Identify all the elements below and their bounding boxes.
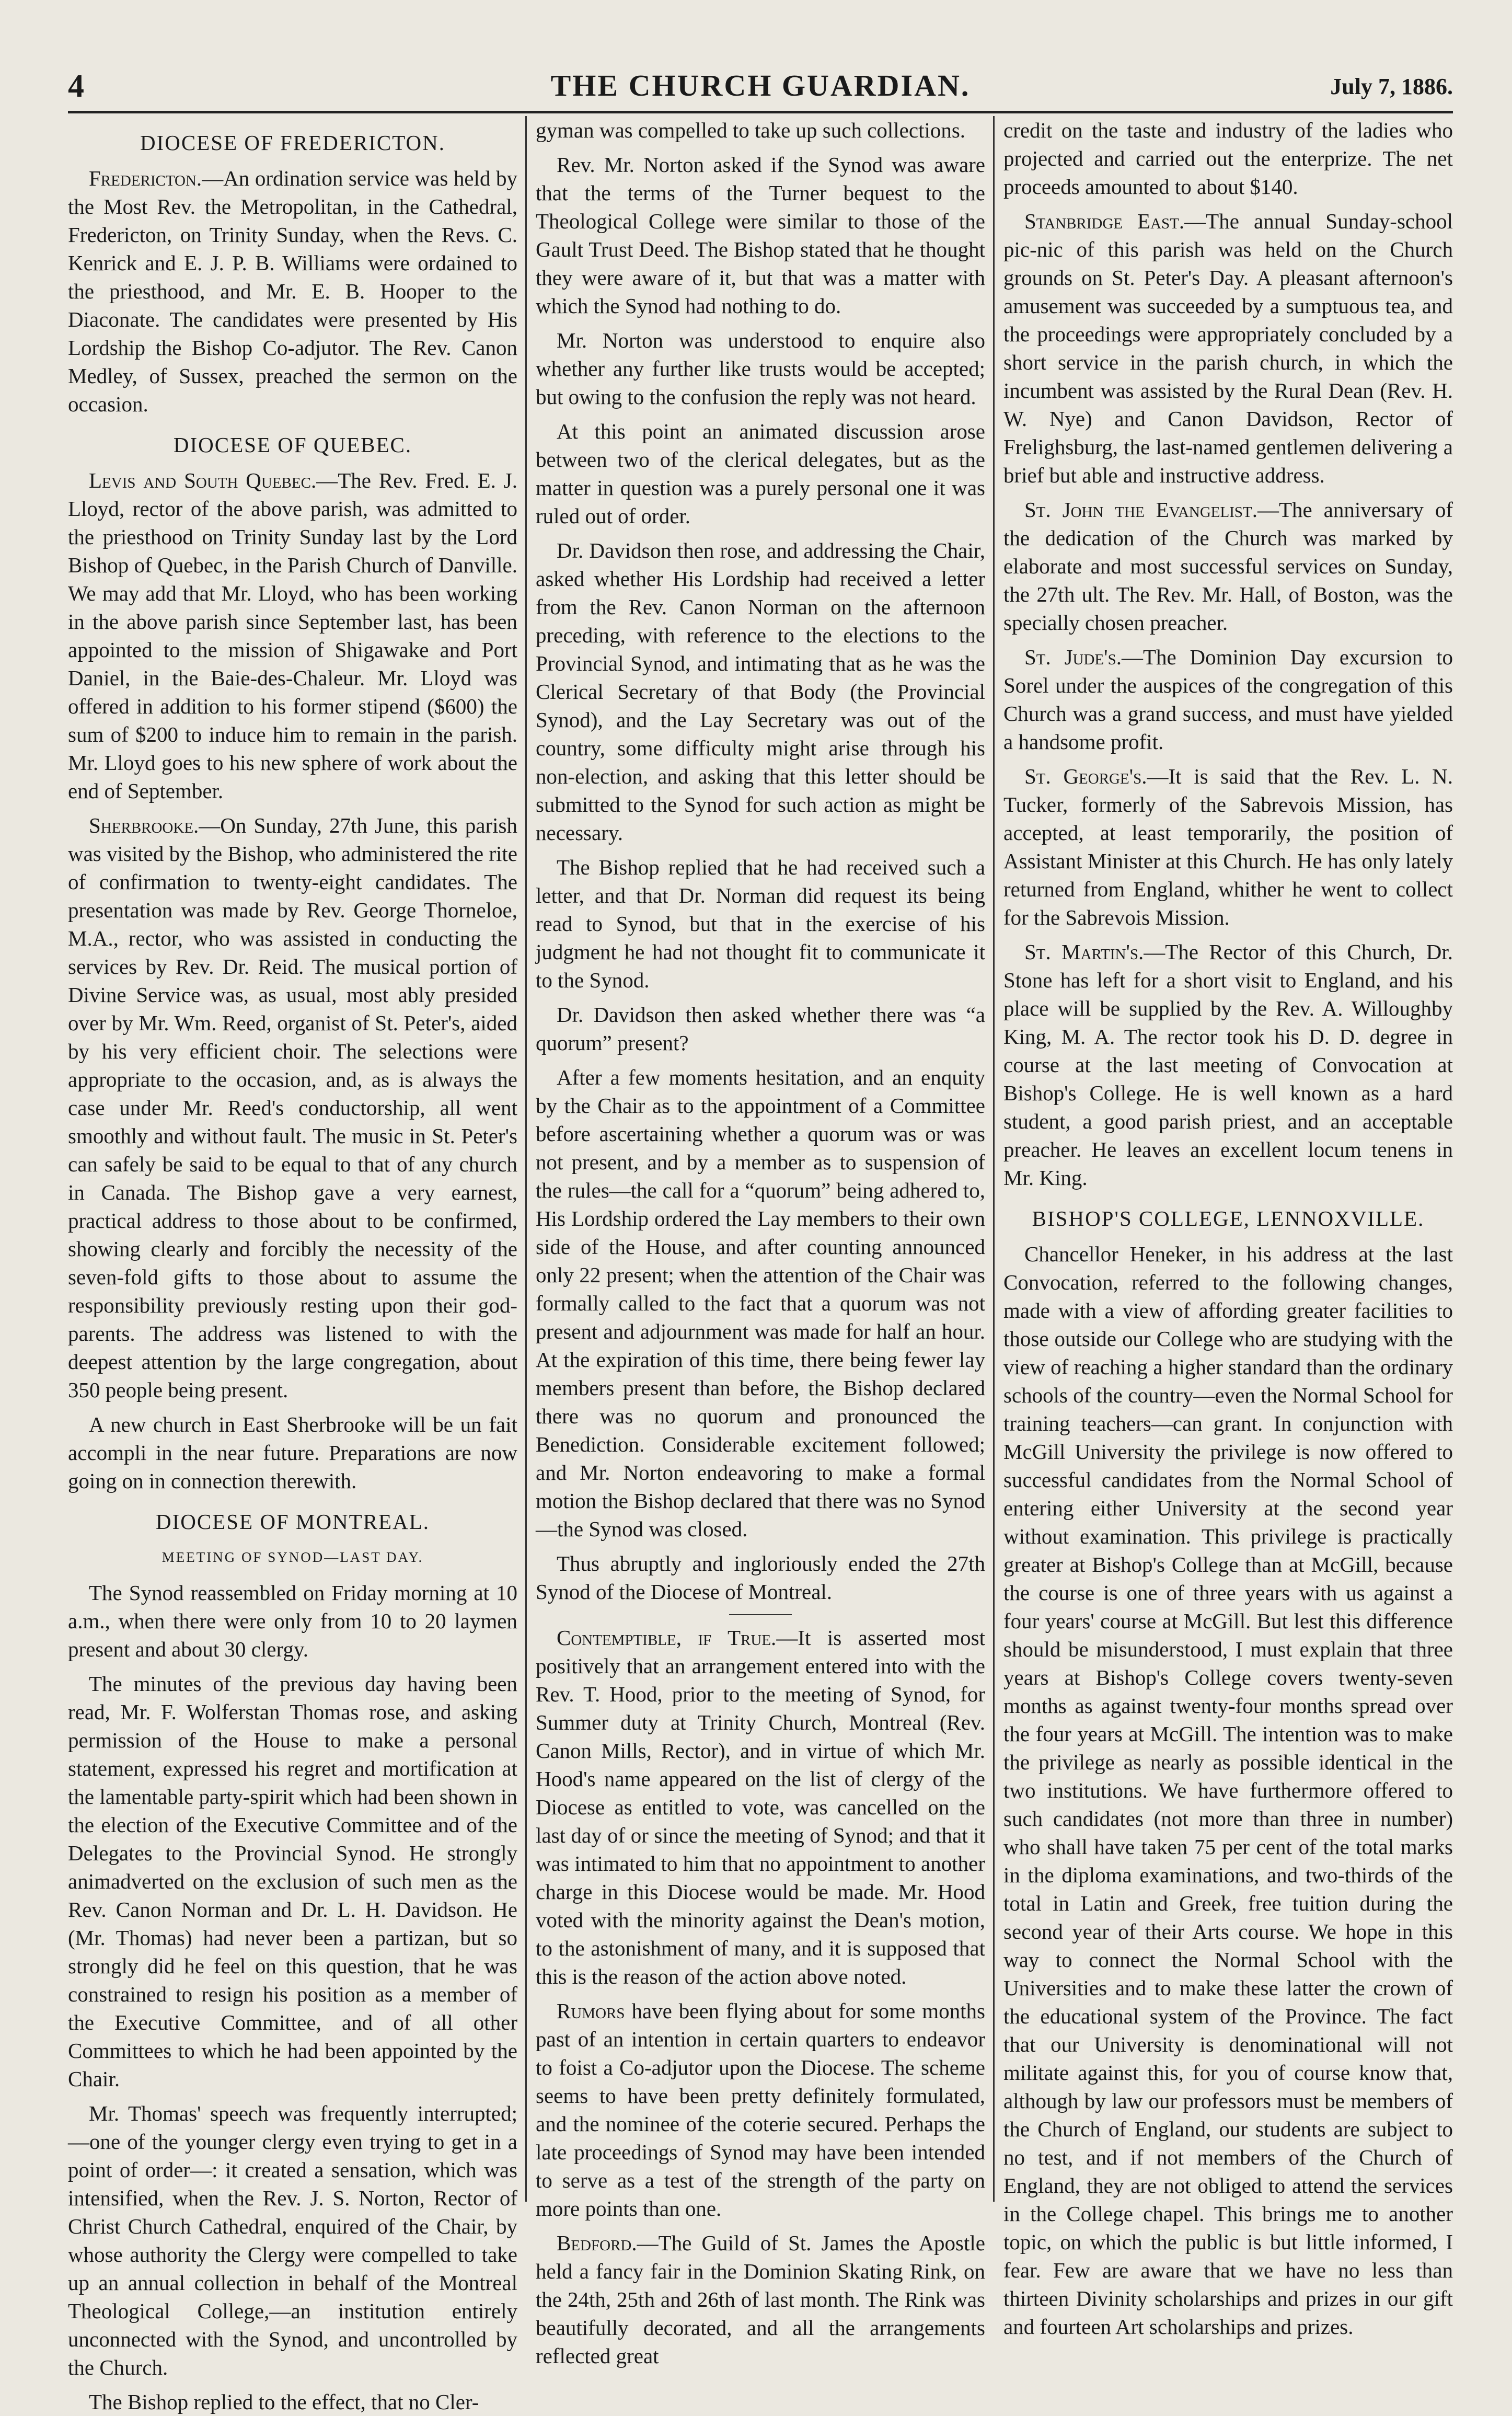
article-paragraph (1003, 938, 1453, 1192)
paragraph-text: —The Dominion Day excursion to Sorel under the auspices of the congregation of this Church was a grand success, and must have yielded a handsome profit. (1003, 645, 1453, 754)
article-paragraph: Mr. Thomas' speech was frequently interrupted;—one of the younger clergy even trying to get in a point of order—: it created a sensation, which was intensified, when the Rev. J. S. Norton, Rector of Christ Church Cathedral, enquired of the Chair, by whose authority the Clergy were compelled to take up an annual collection in behalf of the Montreal Theological College,—an institution entirely unconnected with the Synod, and uncontrolled by the Church. (68, 2101, 517, 2379)
header-rule (68, 111, 1453, 113)
section-title: DIOCESE OF QUEBEC. (173, 433, 412, 457)
article-paragraph: At this point an animated discussion arose between two of the clerical delegates, but as the matter in question was a purely personal one it was ruled out of order. (536, 419, 985, 528)
section-title: DIOCESE OF FREDERICTON. (140, 131, 445, 155)
article-paragraph (536, 2229, 985, 2370)
issue-date: July 7, 1886. (1330, 74, 1453, 99)
page-header (68, 68, 1453, 105)
paragraph-text: —An ordination service was held by the Most Rev. the Metropolitan, in the Cathedral, Fredericton, on Trinity Sunday, when the Revs. C. Kenrick and E. J. P. B. Williams were ordained to the priesthood, and Mr. E. B. Hooper to the Diaconate. The candidates were presented by His Lordship the Bishop Co-adjutor. The Rev. Canon Medley, of Sussex, preached the sermon on the occasion. (68, 166, 517, 416)
paragraph-lead: Stanbridge East. (1024, 209, 1185, 233)
separator-rule (729, 1614, 792, 1615)
article-paragraph: The Bishop replied to the effect, that no Cler- (89, 2390, 479, 2414)
article-paragraph: The Synod reassembled on Friday morning at 10 a.m., when there were only from 10 to 20 laymen present and about 30 clergy. (68, 1581, 517, 1661)
paragraph-lead: St. Martin's. (1024, 940, 1144, 964)
paragraph-text: —On Sunday, 27th June, this parish was visited by the Bishop, who administered the rite of confirmation to twenty-eight candidates. The presentation was made by Rev. George Thorneloe, M.A., rector, who was assisted in conducting the services by Rev. Dr. Reid. The musical portion of Divine Service was, as usual, most ably presided over by Mr. Wm. Reed, organist of St. Peter's, aided by his very efficient choir. The selections were appropriate to the occasion, and, as is always the case under Mr. Reed's conductorship, all went smoothly and without fault. The music in St. Peter's can safely be said to be equal to that of any church in Canada. The Bishop gave a very earnest, practical address to those about to be confirmed, showing clearly and forcibly the necessity of the seven-fold gifts to those about to assume the responsibility previously resting upon their god-parents. The address was listened to with the deepest attention by the large congregation, about 350 people being present. (68, 813, 517, 1402)
article-paragraph: Thus abruptly and ingloriously ended the 27th Synod of the Diocese of Montreal. (536, 1551, 985, 1604)
article-paragraph (536, 1997, 985, 2223)
paragraph-text: —It is said that the Rev. L. N. Tucker, formerly of the Sabrevois Mission, has accepted, at least temporarily, the position of Assistant Minister at this Church. He has only lately returned from England, whither he went to collect for the Sabrevois Mission. (1003, 764, 1453, 929)
paragraph-lead: Levis and South Quebec. (89, 468, 317, 492)
article-paragraph: Dr. Davidson then rose, and addressing the Chair, asked whether His Lordship had received a letter from the Rev. Canon Norman on the afternoon preceding, with reference to the elections to the Provincial Synod, and intimating that as he was the Clerical Secretary of that Body (the Provincial Synod), and the Lay Secretary was out of the country, some difficulty might arise through his non-election, and asking that this letter should be submitted to the Synod for such action as might be necessary. (536, 538, 985, 845)
masthead-title: THE CHURCH GUARDIAN. (550, 68, 971, 102)
article-paragraph: Mr. Norton was understood to enquire also whether any further like trusts would be accepted; but owing to the confusion the reply was not heard. (536, 328, 985, 409)
paragraph-lead: Rumors (557, 1999, 625, 2023)
paragraph-text: —The Rector of this Church, Dr. Stone has left for a short visit to England, and his place will be supplied by the Rev. A. Willoughby King, M. A. The rector took his D. D. degree in course at the last meeting of Convocation at Bishop's College. He is well known as a hard student, a good parish priest, and an acceptable preacher. He leaves an excellent locum tenens in Mr. King. (1003, 940, 1453, 1190)
paragraph-text: —The Rev. Fred. E. J. Lloyd, rector of the above parish, was admitted to the priesthood on Trinity Sunday last by the Lord Bishop of Quebec, in the Parish Church of Danville. We may add that Mr. Lloyd, who has been working in the above parish since September last, has been appointed to the mission of Shigawake and Port Daniel, in the Baie-des-Chaleur. Mr. Lloyd was offered in addition to his former stipend ($600) the sum of $200 to induce him to remain in the parish. Mr. Lloyd goes to his new sphere of work about the end of September. (68, 468, 518, 803)
column-3 (1003, 116, 1453, 2339)
paragraph-text: —It is asserted most positively that an arrangement entered into with the Rev. T. Hood, prior to the meeting of Synod, for Summer duty at Trinity Church, Montreal (Rev. Canon Mills, Rector), and in virtue of which Mr. Hood's name appeared on the list of clergy of the Diocese as entitled to vote, was cancelled on the last day of or since the meeting of Synod; and that it was intimated to him that no appointment to another charge in this Diocese would be made. Mr. Hood voted with the minority against the Dean's motion, to the astonishment of many, and it is supposed that this is the reason of the action above noted. (536, 1626, 985, 1988)
paragraph-text: —The Guild of St. James the Apostle held a fancy fair in the Dominion Skating Rink, on the 24th, 25th and 26th of last month. The Rink was beautifully decorated, and all the arrangements reflected great (536, 2231, 985, 2368)
section-title: DIOCESE OF MONTREAL. (155, 1510, 430, 1534)
article-paragraph: A new church in East Sherbrooke will be un fait accompli in the near future. Preparations are now going on in connection therewith. (68, 1412, 517, 1493)
paragraph-lead: St. George's. (1024, 764, 1147, 788)
article-paragraph (1003, 207, 1453, 489)
paragraph-lead: Sherbrooke. (89, 813, 199, 837)
column-divider (993, 116, 995, 2202)
paragraph-lead: Contemptible, if True. (557, 1626, 777, 1650)
column-2 (536, 116, 985, 2368)
article-paragraph (536, 1624, 985, 1991)
paragraph-lead: St. Jude's. (1024, 645, 1122, 669)
article-paragraph: Rev. Mr. Norton asked if the Synod was aware that the terms of the Turner bequest to the Theological College were similar to those of the Gault Trust Deed. The Bishop stated that he thought they were aware of it, but that was a matter with which the Synod had nothing to do. (536, 153, 985, 318)
paragraph-text: —The annual Sunday-school pic-nic of this parish was held on the Church grounds on St. Peter's Day. A pleasant afternoon's amusement was succeeded by a sumptuous tea, and the proceedings were appropriately concluded by a short service in the parish church, in which the incumbent was assisted by the Rural Dean (Rev. H. W. Nye) and Canon Davidson, Rector of Frelighsburg, the last-named gentlemen delivering a brief but able and instructive address. (1003, 209, 1453, 487)
article-paragraph (68, 811, 517, 1404)
paragraph-lead: Bedford. (557, 2231, 637, 2255)
paragraph-text: have been flying about for some months past of an intention in certain quarters to endeavor to foist a Co-adjutor upon the Diocese. The scheme seems to have been pretty definitely formulated, and the nominee of the coterie secured. Perhaps the late proceedings of Synod may have been intended to serve as a test of the strength of the party on more points than one. (536, 1999, 985, 2221)
article-paragraph: The Bishop replied that he had received such a letter, and that Dr. Norman did request its being read to Synod, but that in the exercise of his judgment he had not thought fit to communicate it to the Synod. (536, 855, 985, 992)
paragraph-lead: St. John the Evangelist. (1024, 498, 1257, 522)
paragraph-lead: Fredericton. (89, 166, 202, 190)
article-paragraph (68, 164, 517, 418)
article-paragraph (1003, 643, 1453, 756)
article-paragraph (68, 466, 517, 805)
page-number: 4 (68, 68, 84, 104)
paragraph-text: —The anniversary of the dedication of the Church was marked by elaborate and most successful services on Sunday, the 27th ult. The Rev. Mr. Hall, of Boston, was the specially chosen preacher. (1003, 498, 1453, 635)
article-paragraph: gyman was compelled to take up such collections. (536, 118, 966, 142)
article-paragraph (1003, 762, 1453, 931)
column-1 (68, 116, 518, 2414)
article-paragraph: Dr. Davidson then asked whether there was “a quorum” present? (536, 1003, 985, 1055)
article-paragraph (1003, 496, 1453, 637)
article-paragraph: The minutes of the previous day having been read, Mr. F. Wolferstan Thomas rose, and asking permission of the House to make a personal statement, expressed his regret and mortification at the lamentable party-spirit which had been shown in the election of the Executive Committee and of the Delegates to the Provincial Synod. He strongly animadverted on the exclusion of such men as the Rev. Canon Norman and Dr. L. H. Davidson. He (Mr. Thomas) had never been a partizan, but so strongly did he feel on this question, that he was constrained to resign his position as a member of the Executive Committee, and of all other Committees to which he had been appointed by the Chair. (68, 1672, 517, 2091)
section-title: BISHOP'S COLLEGE, LENNOXVILLE. (1032, 1206, 1425, 1230)
article-paragraph: credit on the taste and industry of the ladies who projected and carried out the enterprize. The net proceeds amounted to about $140. (1003, 118, 1453, 199)
section-subtitle: MEETING OF SYNOD—LAST DAY. (161, 1549, 424, 1565)
column-divider (525, 116, 527, 2202)
article-paragraph: Chancellor Heneker, in his address at the last Convocation, referred to the following changes, made with a view of affording greater facilities to those outside our College who are studying with the view of reaching a higher standard than the ordinary schools of the country—even the Normal School for training teachers—can grant. In conjunction with McGill University the privilege is now offered to successful candidates from the Normal School of entering either University at the second year without examination. This privilege is practically greater at Bishop's College than at McGill, because the course is one of three years with us against a four years' course at McGill. But lest this difference should be misunderstood, I must explain that three years at Bishop's College covers twenty-seven months as against twenty-four months spread over the four years at McGill. The intention was to make the privilege as nearly as possible identical in the two institutions. We have furthermore offered to such candidates (not more than three in number) who shall have taken 75 per cent of the total marks in the diploma examinations, and two-thirds of the total in Latin and Greek, free tuition during the second year of their Arts course. We hope in this way to connect the Normal School with the Universities and to make these latter the crown of the educational system of the Province. The fact that our University is denominational will not militate against this, for you of course know that, although by law our professors must be members of the Church of England, our students are subject to no test, and if not members of the Church of England, they are not obliged to attend the services in the College chapel. This brings me to another topic, on which the public is but little informed, I fear. Few are aware that we have no less than thirteen Divinity scholarships and prizes in our gift and fourteen Art scholarships and prizes. (1003, 1242, 1453, 2339)
article-paragraph: After a few moments hesitation, and an enquity by the Chair as to the appointment of a Committee before ascertaining whether a quorum was or was not present, and by a member as to suspension of the rules—the call for a “quorum” being adhered to, His Lordship ordered the Lay members to their own side of the House, and after counting announced only 22 present; when the attention of the Chair was formally called to the fact that a quorum was not present and adjournment was made for half an hour. At the expiration of this time, there being fewer lay members present than before, the Bishop declared there was no quorum and pronounced the Benediction. Considerable excitement followed; and Mr. Norton endeavoring to make a formal motion the Bishop declared that there was no Synod—the Synod was closed. (536, 1065, 985, 1541)
